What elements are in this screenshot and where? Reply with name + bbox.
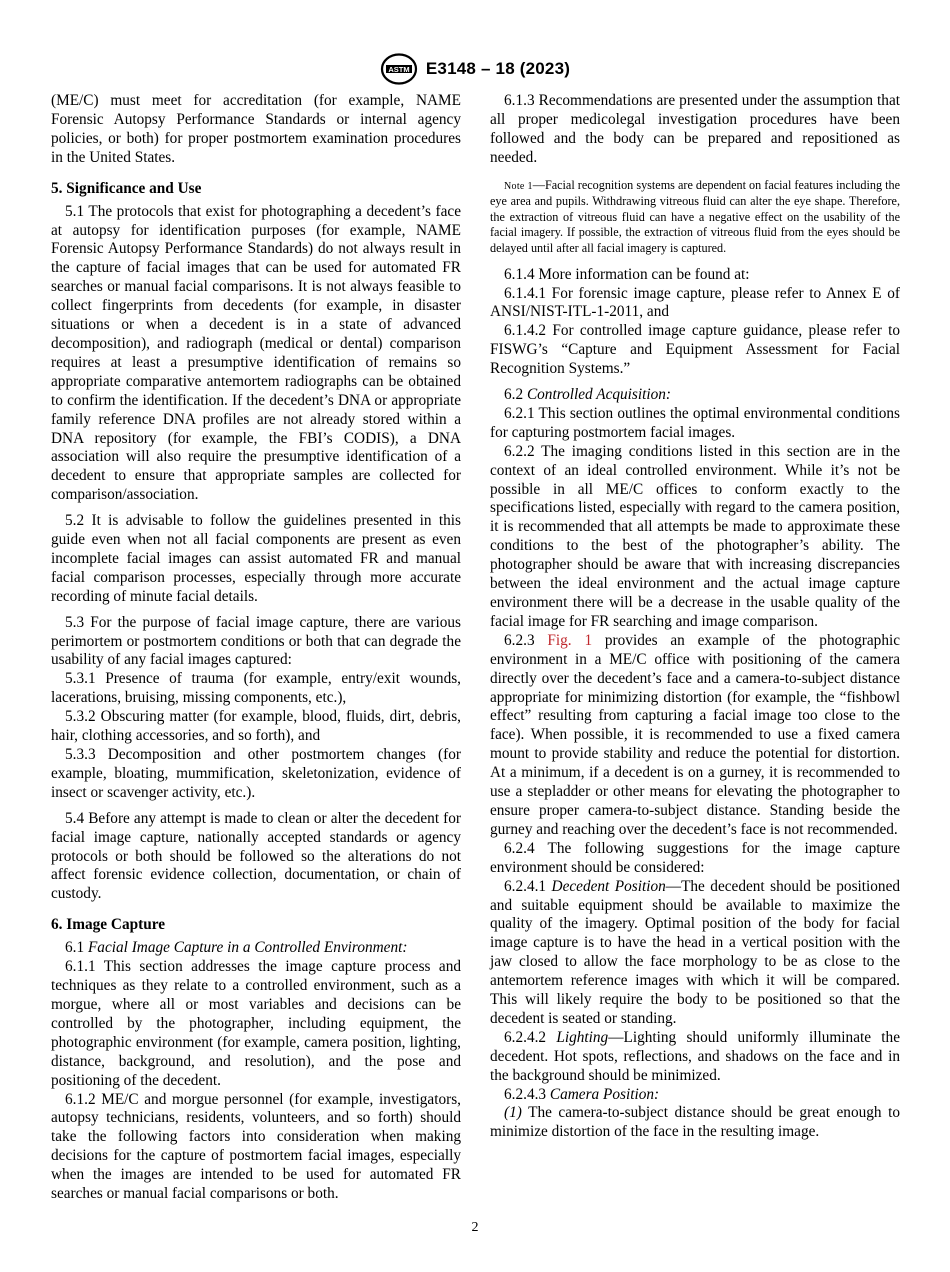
paragraph-6-2 xyxy=(490,386,900,405)
note-1 xyxy=(490,178,900,257)
paragraph-6-2-3-number: 6.2.3 xyxy=(504,631,535,649)
paragraph-5-1: 5.1 The protocols that exist for photographing a decedent’s face at autopsy for identification purposes (for example, NAME Forensic Autopsy Performance Standards) do not always result in the capture of facial images that can be used for automated FR searches or manual facial comparisons. It is not always feasible to collect fingerprints from decedents (for example, in disaster situations or when a decedent is in a state of advanced decomposition), and radiograph (medical or dental) comparison requires at least a presumptive identification of remains so appropriate comparative antemortem radiographs can be obtained to confirm the identification. If the decedent’s DNA or appropriate family reference DNA profiles are not already stored within a DNA repository (for example, the FBI’s CODIS), a DNA association will also require the presumptive identification of a decedent to ensure that appropriate samples are collected for comparison/association. xyxy=(51,202,461,504)
paragraph-5-3-1: 5.3.1 Presence of trauma (for example, entry/exit wounds, lacerations, bruising, missing components, etc.), xyxy=(51,670,461,707)
paragraph-6-2-4-3 xyxy=(490,1086,900,1105)
paragraph-6-1 xyxy=(51,939,461,958)
paragraph-6-2-4-1 xyxy=(490,878,900,1029)
paragraph-6-1-1: 6.1.1 This section addresses the image capture process and techniques as they relate to a controlled environment, such as a morgue, where all or most variables and decisions can be controlled by the photographer, including equipment, the photographic environment (for example, camera position, lighting, distance, background, and resolution), and the pose and positioning of the decedent. xyxy=(51,958,461,1089)
paragraph-6-1-4: 6.1.4 More information can be found at: xyxy=(504,265,750,283)
left-column xyxy=(51,92,461,1204)
paragraph-6-2-4-1-text: —The decedent should be positioned and suitable equipment should be available to maximize the quality of the imagery. Optimal position of the body for facial image capture is to have the head in a vertical position with the jaw closed to allow the face morphology to be as close to the antemortem reference images with which it will be compared. This will likely require the body to be positioned so that the decedent is seated or standing. xyxy=(490,877,901,1027)
paragraph-6-2-1: 6.2.1 This section outlines the optimal environmental conditions for capturing postmortem facial images. xyxy=(490,404,900,441)
paragraph-6-1-3: 6.1.3 Recommendations are presented under the assumption that all proper medicolegal investigation procedures have been followed and the body can be prepared and repositioned as needed. xyxy=(490,92,900,166)
paragraph-6-2-4-2 xyxy=(490,1029,900,1086)
paragraph-item-1 xyxy=(490,1104,900,1142)
fig-1-link[interactable]: Fig. 1 xyxy=(547,631,593,649)
paragraph-6-2-4: 6.2.4 The following suggestions for the image capture environment should be considered: xyxy=(490,839,900,876)
item-1-number: (1) xyxy=(504,1104,522,1122)
standard-designation: E3148 – 18 (2023) xyxy=(425,59,571,78)
paragraph-6-1-2: 6.1.2 ME/C and morgue personnel (for example, investigators, autopsy technicians, residents, volunteers, and so forth) should take the following factors into consideration when making decisions for the capture of postmortem facial images, especially when the images are intended to be used for automated FR searches or manual facial comparisons or both. xyxy=(51,1090,461,1203)
note-text: —Facial recognition systems are dependent on facial features including the eye area and pupils. Withdrawing vitreous fluid can alter the eye shape. Therefore, the extraction of vitreous fluid can have a negative effect on the usability of the facial imagery. If possible, the extraction of vitreous fluid from the eyes should be delayed until after all facial imagery is captured. xyxy=(490,177,900,255)
paragraph-6-1-number: 6.1 xyxy=(65,939,85,957)
paragraph-6-2-4-2-number: 6.2.4.2 xyxy=(504,1028,547,1046)
paragraph-6-2-title: Controlled Acquisition: xyxy=(526,386,671,404)
right-column xyxy=(490,92,900,1142)
paragraph-6-1-title: Facial Image Capture in a Controlled Environment: xyxy=(87,939,408,957)
paragraph-6-2-4-1-number: 6.2.4.1 xyxy=(504,877,547,895)
paragraph-6-1-4-1: 6.1.4.1 For forensic image capture, please refer to Annex E of ANSI/NIST-ITL-1-2011, and xyxy=(490,284,900,321)
page-header xyxy=(0,52,950,86)
paragraph-6-2-2: 6.2.2 The imaging conditions listed in this section are in the context of an ideal controlled environment. While it’s not be possible in all ME/C offices to conform exactly to the specifications listed, especially with regard to the camera position, it is recommended that all attempts be made to approximate these conditions to the best of the photographer’s ability. The photographer should be aware that with increasing discrepancies between the ideal environment and the actual image capture environment there will be a decrease in the usable quality of the facial image for FR searching and image comparison. xyxy=(490,442,900,630)
paragraph-5-2: 5.2 It is advisable to follow the guidelines presented in this guide even when not all facial components are present as even incomplete facial images can assist automated FR and manual facial comparison processes, especially through more accurate recording of minute facial details. xyxy=(51,512,461,605)
section-5-heading: 5. Significance and Use xyxy=(51,179,202,197)
paragraph-5-4: 5.4 Before any attempt is made to clean or alter the decedent for facial image capture, nationally accepted standards or agency protocols or both should be followed so the alterations do not affect forensic evidence collection, documentation, or chain of custody. xyxy=(51,809,461,903)
paragraph-6-2-4-3-number: 6.2.4.3 xyxy=(504,1085,547,1103)
page-number: 2 xyxy=(471,1220,479,1235)
paragraph-6-2-3 xyxy=(490,632,900,840)
paragraph-6-2-4-1-title: Decedent Position xyxy=(551,877,666,895)
item-1-text: The camera-to-subject distance should be great enough to minimize distortion of the face in the resulting image. xyxy=(490,1104,900,1141)
paragraph-6-2-4-3-title: Camera Position: xyxy=(549,1085,660,1103)
paragraph-6-2-4-2-title: Lighting xyxy=(556,1028,609,1046)
paragraph-5-3-3: 5.3.3 Decomposition and other postmortem changes (for example, bloating, mummification, skeletonization, evidence of insect or scavenger activity, etc.). xyxy=(51,746,461,801)
paragraph-continuation: (ME/C) must meet for accreditation (for example, NAME Forensic Autopsy Performance Standards or internal agency policies, or both) for proper postmortem examination procedures in the United States. xyxy=(51,92,461,166)
paragraph-5-3: 5.3 For the purpose of facial image capture, there are various perimortem or postmortem conditions or both that can degrade the usability of any facial images captured: xyxy=(51,613,461,669)
paragraph-5-3-2: 5.3.2 Obscuring matter (for example, blood, fluids, dirt, debris, hair, clothing accessories, and so forth), and xyxy=(51,708,461,745)
paragraph-6-2-number: 6.2 xyxy=(504,386,524,404)
astm-logo-icon xyxy=(380,53,418,85)
paragraph-6-2-3-text: provides an example of the photographic environment in a ME/C office with positioning of the camera directly over the decedent’s face and a camera-to-subject distance appropriate for minimizing distortion (for example, the “fishbowl effect” resulting from capturing a facial image too close to the face). When possible, it is recommended to use a fixed camera mount to provide stability and reduce the potential for distortion. At a minimum, if a decedent is on a gurney, it is recommended to use a stepladder or other means for elevating the photographer to ensure proper camera-to-subject distance. Standing beside the gurney and reaching over the decedent’s face is not recommended. xyxy=(490,631,901,838)
paragraph-6-1-4-2: 6.1.4.2 For controlled image capture guidance, please refer to FISWG’s “Capture and Equipment Assessment for Facial Recognition Systems.” xyxy=(490,322,900,378)
logo-text: ASTM xyxy=(388,64,410,74)
section-6-heading: 6. Image Capture xyxy=(51,916,166,934)
note-label: Note 1 xyxy=(504,180,533,192)
paragraph-6-2-4-2-text: —Lighting should uniformly illuminate the decedent. Hot spots, reflections, and shadows on the face and in the background should be minimized. xyxy=(490,1028,900,1084)
